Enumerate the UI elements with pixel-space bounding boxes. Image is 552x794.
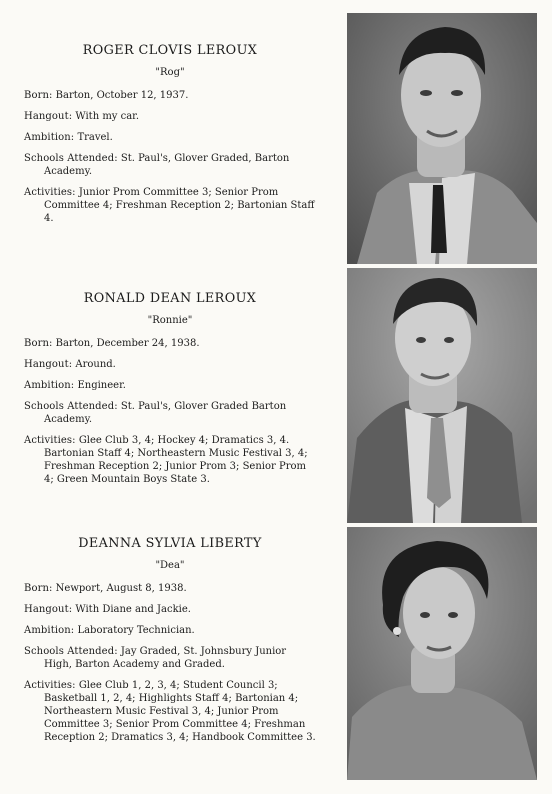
- student-name: RONALD DEAN LEROUX: [83, 291, 257, 306]
- born-value: Newport, August 8, 1938.: [55, 583, 187, 594]
- born-value: Barton, October 12, 1937.: [55, 90, 189, 101]
- hangout-label: Hangout:: [24, 359, 73, 370]
- activities-field: [24, 434, 316, 486]
- ambition-label: Ambition:: [24, 132, 75, 143]
- student-nickname: "Ronnie": [147, 315, 193, 326]
- born-label: Born:: [24, 338, 53, 349]
- student-entry-deanna: [24, 536, 316, 752]
- schools-field: [24, 645, 316, 671]
- schools-field: [24, 152, 316, 178]
- schools-label: Schools Attended:: [24, 401, 118, 412]
- ambition-value: Laboratory Technician.: [77, 625, 195, 636]
- student-nickname: "Rog": [155, 67, 185, 78]
- hangout-value: With Diane and Jackie.: [75, 604, 191, 615]
- student-nickname: "Dea": [155, 560, 185, 571]
- portrait-image: [347, 527, 537, 780]
- portrait-photo-deanna: [347, 527, 537, 780]
- hangout-value: Around.: [75, 359, 116, 370]
- portrait-photo-ronald: [347, 268, 537, 523]
- ambition-field: [24, 624, 316, 637]
- hangout-field: [24, 110, 316, 123]
- student-name: ROGER CLOVIS LEROUX: [82, 43, 258, 58]
- born-field: [24, 337, 316, 350]
- activities-value: Glee Club 1, 2, 3, 4; Student Council 3; Basketball 1, 2, 4; Highlights Staff 4; Bartonian 4; Northeastern Music Festival 3, 4; Junior Prom Committee 3; Senior Prom Committee 4; Freshman Reception 2; Dramatics 3, 4; Handbook Committee 3.: [44, 680, 316, 743]
- schools-value: St. Paul's, Glover Graded Barton Academy.: [44, 401, 287, 425]
- born-field: [24, 582, 316, 595]
- schools-value: St. Paul's, Glover Graded, Barton Academy.: [44, 153, 290, 177]
- ambition-value: Engineer.: [77, 380, 126, 391]
- ambition-label: Ambition:: [24, 380, 75, 391]
- hangout-field: [24, 358, 316, 371]
- student-name: DEANNA SYLVIA LIBERTY: [78, 536, 262, 551]
- student-entry-roger: [24, 43, 316, 233]
- activities-value: Glee Club 3, 4; Hockey 4; Dramatics 3, 4. Bartonian Staff 4; Northeastern Music Festival 3, 4; Freshman Reception 2; Junior Prom 3; Senior Prom 4; Green Mountain Boys State 3.: [44, 435, 308, 485]
- portrait-photo-roger: [347, 13, 537, 264]
- ambition-field: [24, 131, 316, 144]
- hangout-label: Hangout:: [24, 604, 73, 615]
- schools-label: Schools Attended:: [24, 646, 118, 657]
- schools-field: [24, 400, 316, 426]
- born-field: [24, 89, 316, 102]
- ambition-field: [24, 379, 316, 392]
- schools-label: Schools Attended:: [24, 153, 118, 164]
- portrait-image: [347, 13, 537, 264]
- schools-value: Jay Graded, St. Johnsbury Junior High, Barton Academy and Graded.: [44, 646, 287, 670]
- born-label: Born:: [24, 583, 53, 594]
- activities-field: [24, 186, 316, 225]
- activities-label: Activities:: [24, 187, 76, 198]
- hangout-label: Hangout:: [24, 111, 73, 122]
- student-entry-ronald: [24, 291, 316, 494]
- hangout-field: [24, 603, 316, 616]
- activities-label: Activities:: [24, 435, 76, 446]
- ambition-value: Travel.: [77, 132, 113, 143]
- hangout-value: With my car.: [75, 111, 140, 122]
- born-label: Born:: [24, 90, 53, 101]
- activities-field: [24, 679, 316, 744]
- portrait-image: [347, 268, 537, 523]
- born-value: Barton, December 24, 1938.: [55, 338, 200, 349]
- activities-value: Junior Prom Committee 3; Senior Prom Committee 4; Freshman Reception 2; Bartonian Staff 4.: [44, 187, 315, 224]
- activities-label: Activities:: [24, 680, 76, 691]
- ambition-label: Ambition:: [24, 625, 75, 636]
